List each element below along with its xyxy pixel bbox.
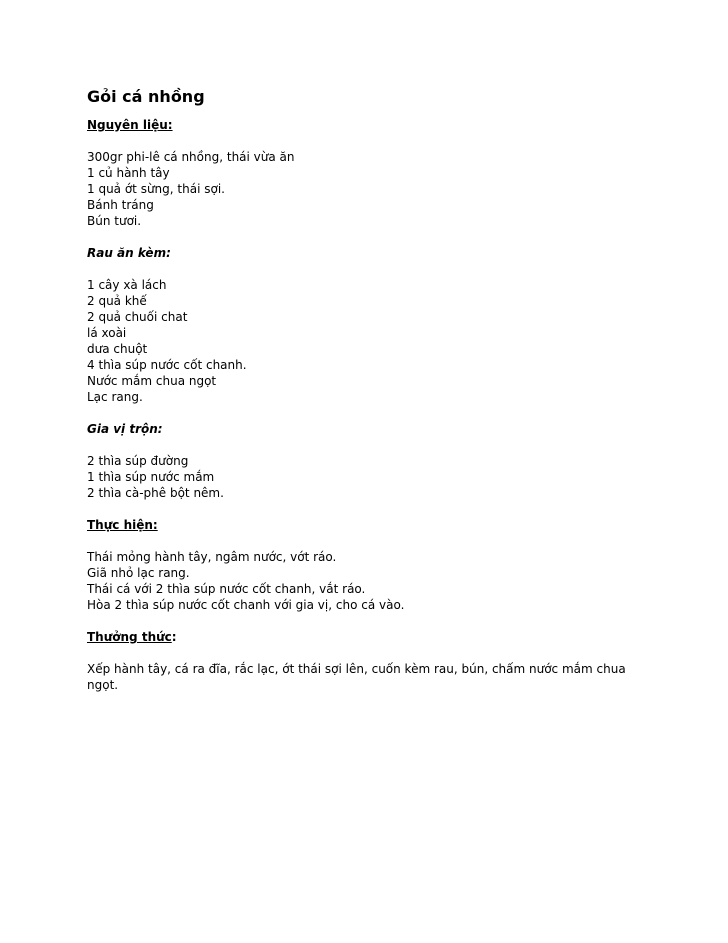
list-item: 1 cây xà lách	[87, 278, 167, 292]
list-item: Bún tươi.	[87, 214, 142, 228]
list-gia-vi-tron	[87, 453, 647, 501]
list-item: lá xoài	[87, 326, 127, 340]
list-item: 1 thìa súp nước mắm	[87, 470, 215, 484]
heading-thuc-hien: Thực hiện:	[87, 518, 158, 532]
list-item: Hòa 2 thìa súp nước cốt chanh với gia vị, cho cá vào.	[87, 598, 405, 612]
heading-nguyen-lieu: Nguyên liệu:	[87, 118, 173, 132]
list-nguyen-lieu	[87, 149, 647, 229]
list-item: 2 thìa cà-phê bột nêm.	[87, 486, 224, 500]
list-item: 300gr phi-lê cá nhồng, thái vừa ăn	[87, 150, 295, 164]
list-item: Giã nhỏ lạc rang.	[87, 566, 190, 580]
heading-thuong-thuc	[87, 629, 647, 645]
list-item: dưa chuột	[87, 342, 148, 356]
paragraph-thuong-thuc: Xếp hành tây, cá ra đĩa, rắc lạc, ớt thái sợi lên, cuốn kèm rau, bún, chấm nước mắm chua ngọt.	[87, 662, 626, 692]
list-item: Bánh tráng	[87, 198, 154, 212]
recipe-title: Gỏi cá nhồng	[87, 87, 205, 106]
heading-thuong-thuc-label: Thưởng thức	[87, 630, 172, 644]
list-item: 2 quả khế	[87, 294, 147, 308]
list-item: 2 quả chuối chat	[87, 310, 188, 324]
list-item: 2 thìa súp đường	[87, 454, 189, 468]
list-item: Thái cá với 2 thìa súp nước cốt chanh, vắt ráo.	[87, 582, 366, 596]
list-rau-an-kem	[87, 277, 647, 405]
list-item: 1 củ hành tây	[87, 166, 170, 180]
list-item: Lạc rang.	[87, 390, 143, 404]
heading-thuong-thuc-colon: :	[171, 630, 177, 644]
list-item: Thái mỏng hành tây, ngâm nước, vớt ráo.	[87, 550, 337, 564]
list-item: Nước mắm chua ngọt	[87, 374, 217, 388]
list-item: 1 quả ớt sừng, thái sợi.	[87, 182, 225, 196]
list-thuc-hien	[87, 549, 647, 613]
heading-rau-an-kem: Rau ăn kèm:	[87, 246, 171, 260]
heading-gia-vi-tron: Gia vị trộn:	[87, 422, 163, 436]
recipe-content	[87, 86, 647, 693]
list-item: 4 thìa súp nước cốt chanh.	[87, 358, 247, 372]
